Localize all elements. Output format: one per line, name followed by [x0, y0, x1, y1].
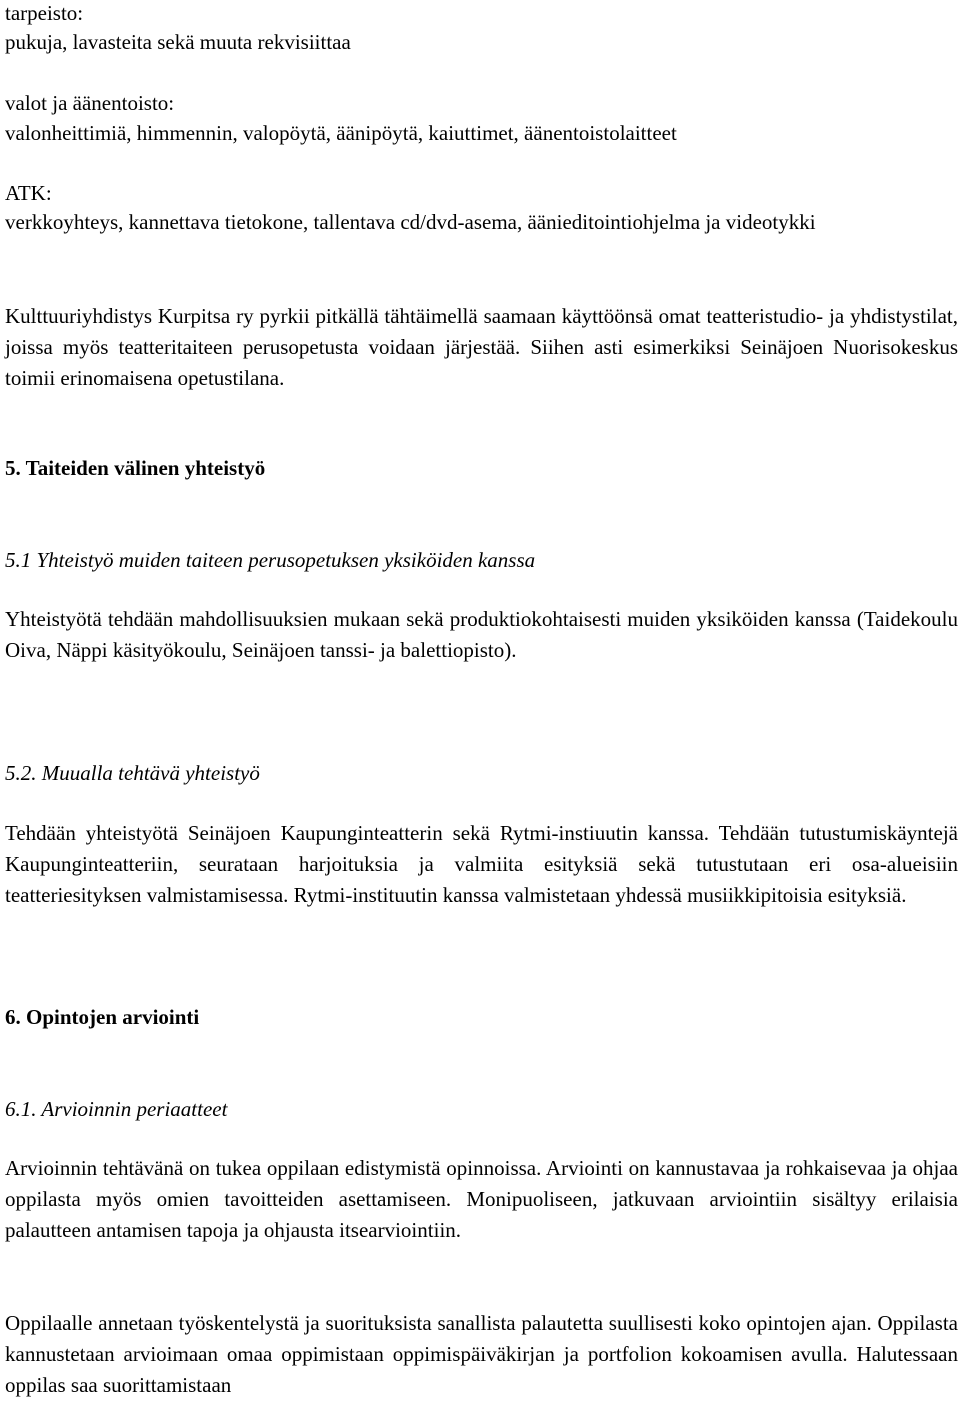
it-label: ATK:	[5, 181, 52, 205]
section-6-heading: 6. Opintojen arviointi	[5, 1005, 200, 1029]
lights-label: valot ja äänentoisto:	[5, 91, 175, 115]
section-6-1-heading: 6.1. Arvioinnin periaatteet	[5, 1097, 228, 1121]
section-5-2-paragraph: Tehdään yhteistyötä Seinäjoen Kaupunginteatterin sekä Rytmi-instiuutin kanssa. Tehdään tutustumiskäyntejä Kaupunginteatteriin, seurataan harjoituksia ja valmiita esityksiä sekä tutustutaan eri osa-alueisiin teatteriesityksen valmistamisessa. Rytmi-instituutin kanssa valmistetaan yhdessä musiikkipitoisia esityksiä.	[5, 821, 958, 907]
lights-text: valonheittimiä, himmennin, valopöytä, äänipöytä, kaiuttimet, äänentoistolaitteet	[5, 121, 677, 145]
props-text: pukuja, lavasteita sekä muuta rekvisiittaa	[5, 30, 351, 54]
it-text: verkkoyhteys, kannettava tietokone, tallentava cd/dvd-asema, äänieditointiohjelma ja videotykki	[5, 210, 816, 234]
section-6-1-paragraph-2: Oppilaalle annetaan työskentelystä ja suorituksista sanallista palautetta suullisesti koko opintojen ajan. Oppilasta kannustetaan arvioimaan omaa oppimistaan oppimispäiväkirjan ja portfolion kokoamisen avulla. Halutessaan oppilas saa suorittamistaan	[5, 1311, 958, 1397]
section-5-1-heading: 5.1 Yhteistyö muiden taiteen perusopetuksen yksiköiden kanssa	[5, 548, 536, 572]
facilities-paragraph: Kulttuuriyhdistys Kurpitsa ry pyrkii pitkällä tähtäimellä saamaan käyttöönsä omat teatteristudio- ja yhdistystilat, joissa myös teatteritaiteen perusopetusta voidaan järjestää. Siihen asti esimerkiksi Seinäjoen Nuorisokeskus toimii erinomaisena opetustilana.	[5, 304, 958, 390]
section-5-1-paragraph: Yhteistyötä tehdään mahdollisuuksien mukaan sekä produktiokohtaisesti muiden yksiköiden kanssa (Taidekoulu Oiva, Näppi käsityökoulu, Seinäjoen tanssi- ja balettiopisto).	[5, 607, 958, 662]
section-6-1-paragraph-1: Arvioinnin tehtävänä on tukea oppilaan edistymistä opinnoissa. Arviointi on kannustavaa ja rohkaisevaa ja ohjaa oppilasta myös omien tavoitteiden asettamiseen. Monipuoliseen, jatkuvaan arviointiin sisältyy erilaisia palautteen antamisen tapoja ja ohjausta itsearviointiin.	[5, 1156, 958, 1242]
props-label: tarpeisto:	[5, 1, 84, 25]
section-5-2-heading: 5.2. Muualla tehtävä yhteistyö	[5, 761, 260, 785]
section-5-heading: 5. Taiteiden välinen yhteistyö	[5, 456, 266, 480]
